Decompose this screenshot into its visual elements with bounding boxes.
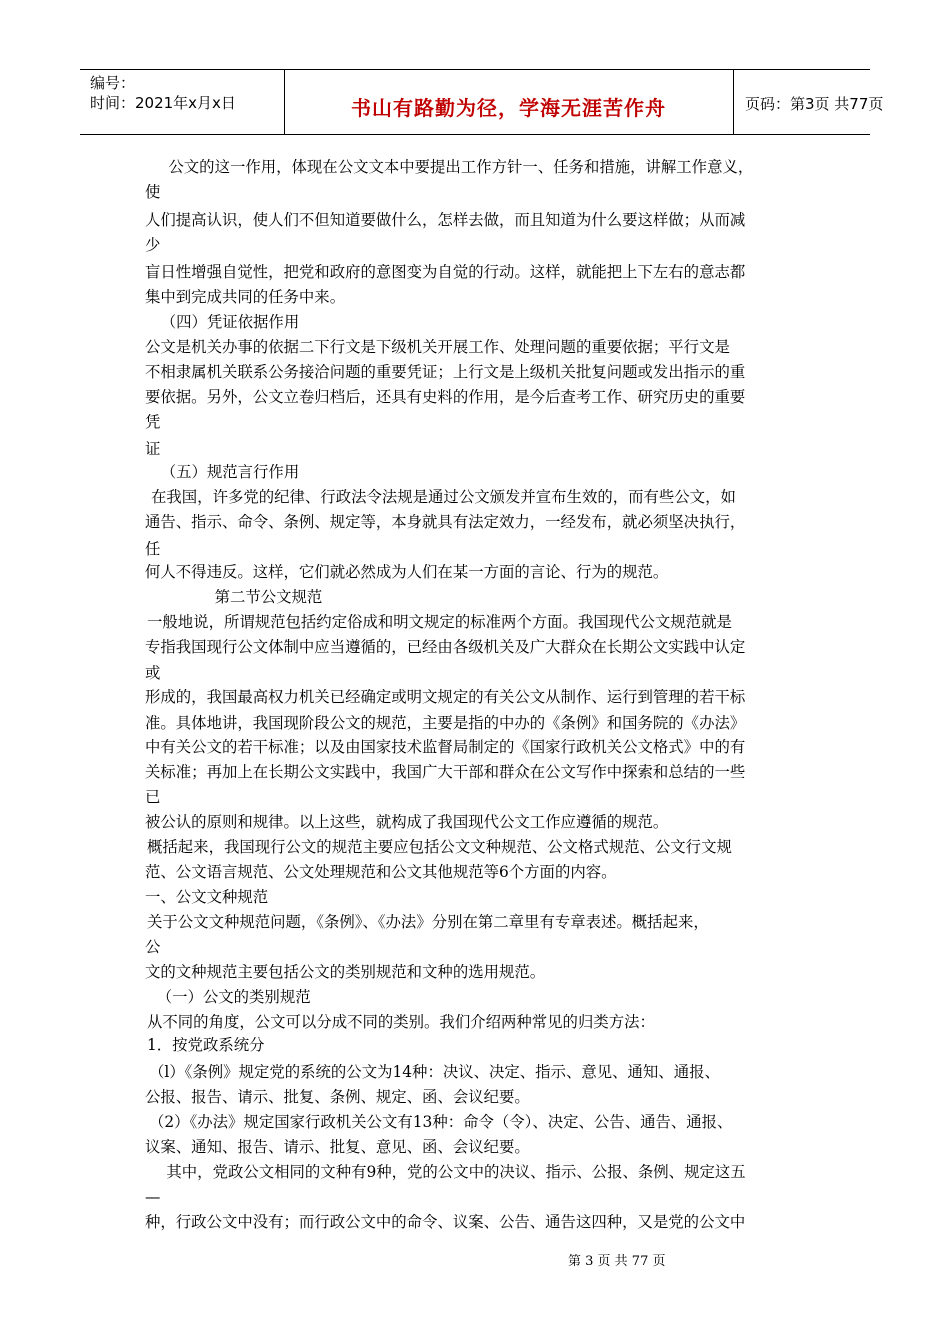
body-line: 概括起来，我国现行公文的规范主要应包括公文文种规范、公文格式规范、公文行文规	[147, 838, 732, 856]
body-line: 公文的这一作用，体现在公文文本中要提出工作方针一、任务和措施，讲解工作意义，	[153, 158, 754, 176]
page-header	[80, 69, 884, 135]
body-line: 使	[145, 183, 161, 201]
page-footer: 第 3 页 共 77 页	[568, 1254, 666, 1269]
body-line: 范、公文语言规范、公文处理规范和公文其他规范等6个方面的内容。	[145, 863, 617, 881]
body-line: 公	[145, 938, 161, 956]
body-line: 形成的，我国最高权力机关已经确定或明文规定的有关公文从制作、运行到管理的若干标	[145, 688, 746, 706]
body-line: 凭	[145, 413, 161, 431]
body-line: 或	[145, 664, 161, 682]
body-line: 其中，党政公文相同的文种有9种，党的公文中的决议、指示、公报、条例、规定这五	[151, 1163, 746, 1181]
body-line: 准。具体地讲，我国现阶段公文的规范，主要是指的中办的《条例》和国务院的《办法》	[145, 714, 746, 732]
header-page-info: 页码：第3页 共77页	[745, 95, 884, 113]
header-meta-cell	[80, 70, 285, 134]
body-line: 专指我国现行公文体制中应当遵循的，已经由各级机关及广大群众在长期公文实践中认定	[145, 638, 746, 656]
body-line: 种，行政公文中没有；而行政公文中的命令、议案、公告、通告这四种，又是党的公文中	[145, 1213, 746, 1231]
body-line: —	[145, 1188, 161, 1206]
body-line: 文的文种规范主要包括公文的类别规范和文种的选用规范。	[145, 963, 546, 981]
body-line: （四）凭证依据作用	[153, 313, 300, 331]
body-line: 公文是机关办事的依据二下行文是下级机关开展工作、处理问题的重要依据；平行文是	[145, 338, 730, 356]
body-line: 中有关公文的若干标准；以及由国家技术监督局制定的《国家行政机关公文格式》中的有	[145, 738, 746, 756]
header-page-cell	[733, 70, 884, 134]
body-line: 在我国，许多党的纪律、行政法令法规是通过公文颁发并宣布生效的，而有些公文，如	[151, 488, 736, 506]
body-line: 盲日性增强自觉性，把党和政府的意图变为自觉的行动。这样，就能把上下左右的意志都	[145, 263, 746, 281]
body-line: 关标准；再加上在长期公文实践中，我国广大干部和群众在公文写作中探索和总结的一些	[145, 763, 746, 781]
body-line: 议案、通知、报告、请示、批复、意见、函、会议纪要。	[145, 1138, 530, 1156]
header-motto-cell	[284, 70, 734, 134]
header-motto: 书山有路勤为径，学海无涯苦作舟	[351, 96, 666, 120]
body-line: 任	[145, 540, 161, 558]
body-line: 一、公文文种规范	[145, 888, 269, 906]
body-line: （2）《办法》规定国家行政机关公文有13种：命令（令）、决定、公告、通告、通报、	[149, 1113, 733, 1131]
body-line: （五）规范言行作用	[153, 463, 300, 481]
body-line: 关于公文文种规范问题，《条例》、《办法》分别在第二章里有专章表述。概括起来，	[147, 913, 709, 931]
body-line: 要依据。另外，公文立卷归档后，还具有史料的作用，是今后查考工作、研究历史的重要	[145, 388, 746, 406]
body-line: 被公认的原则和规律。以上这些，就构成了我国现代公文工作应遵循的规范。	[145, 813, 669, 831]
body-line: 公报、报告、请示、批复、条例、规定、函、会议纪要。	[145, 1088, 530, 1106]
body-line: 集中到完成共同的任务中来。	[145, 288, 346, 306]
body-line: 不相隶属机关联系公务接洽问题的重要凭证；上行文是上级机关批复问题或发出指示的重	[145, 363, 746, 381]
body-line: 通告、指示、命令、条例、规定等，本身就具有法定效力，一经发布，就必须坚决执行，	[145, 513, 746, 531]
body-line: （一）公文的类别规范	[149, 988, 311, 1006]
body-line: 第二节公文规范	[153, 588, 323, 606]
body-line: 少	[145, 236, 161, 254]
body-line: 人们提高认识，使人们不但知道要做什么，怎样去做，而且知道为什么要这样做；从而减	[145, 211, 746, 229]
document-date: 时间：2021年x月x日	[90, 94, 236, 112]
body-line: 从不同的角度，公文可以分成不同的类别。我们介绍两种常见的归类方法：	[147, 1013, 655, 1031]
body-line: 何人不得违反。这样，它们就必然成为人们在某一方面的言论、行为的规范。	[145, 563, 669, 581]
body-line: 已	[145, 788, 161, 806]
body-line: 1．按党政系统分	[147, 1036, 265, 1054]
body-line: 证	[145, 440, 161, 458]
document-code-label: 编号：	[90, 74, 136, 92]
body-line: （l）《条例》规定党的系统的公文为14种：决议、决定、指示、意见、通知、通报、	[149, 1063, 720, 1081]
body-line: 一般地说，所谓规范包括约定俗成和明文规定的标准两个方面。我国现代公文规范就是	[147, 613, 732, 631]
